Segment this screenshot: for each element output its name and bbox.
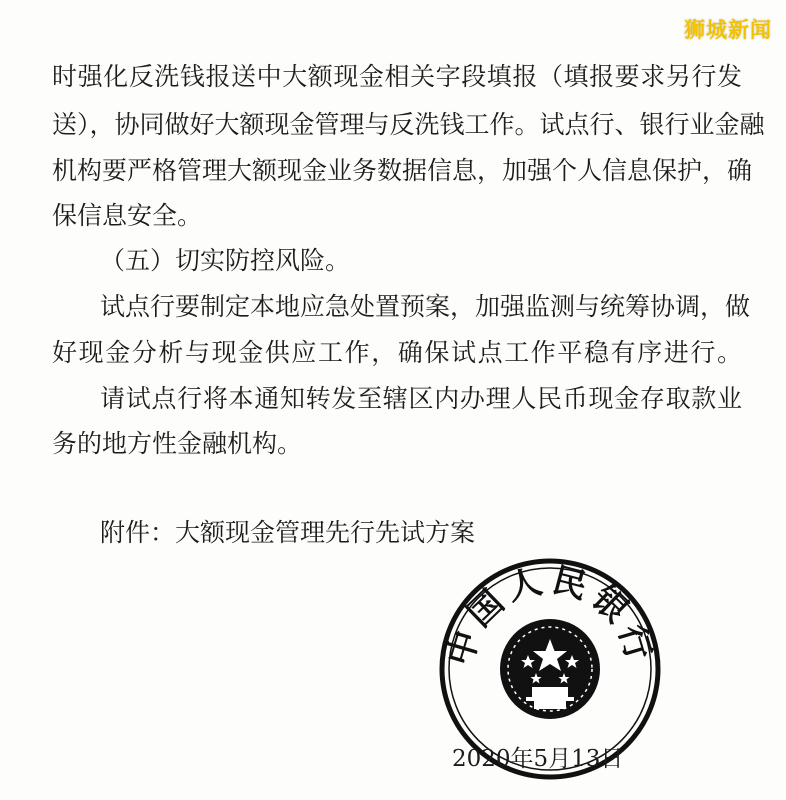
paragraph-2-line-1: 试点行要制定本地应急处置预案，加强监测与统筹协调，做 [100,292,751,321]
date-stamp: 2020年5月13日 [452,746,624,772]
paragraph-3-line-2: 务的地方性金融机构。 [52,429,303,458]
seal-text-path: 中国人民银行 [439,560,661,671]
paragraph-1-line-3: 机构要严格管理大额现金业务数据信息，加强个人信息保护，确 [52,156,753,185]
national-emblem-icon [500,619,600,719]
watermark: 狮城新闻 [684,18,772,42]
paragraph-3-line-1: 请试点行将本通知转发至辖区内办理人民币现金存取款业 [100,384,742,413]
gate-icon [532,687,568,697]
paragraph-1-line-1: 时强化反洗钱报送中大额现金相关字段填报（填报要求另行发 [52,62,742,91]
section-heading: （五）切实防控风险。 [100,246,351,275]
paragraph-2-line-2: 好现金分析与现金供应工作，确保试点工作平稳有序进行。 [52,338,742,367]
attachment-line: 附件：大额现金管理先行先试方案 [100,518,476,547]
paragraph-1-line-2: 送），协同做好大额现金管理与反洗钱工作。试点行、银行业金融 [52,110,765,139]
paragraph-1-line-4: 保信息安全。 [52,201,203,230]
